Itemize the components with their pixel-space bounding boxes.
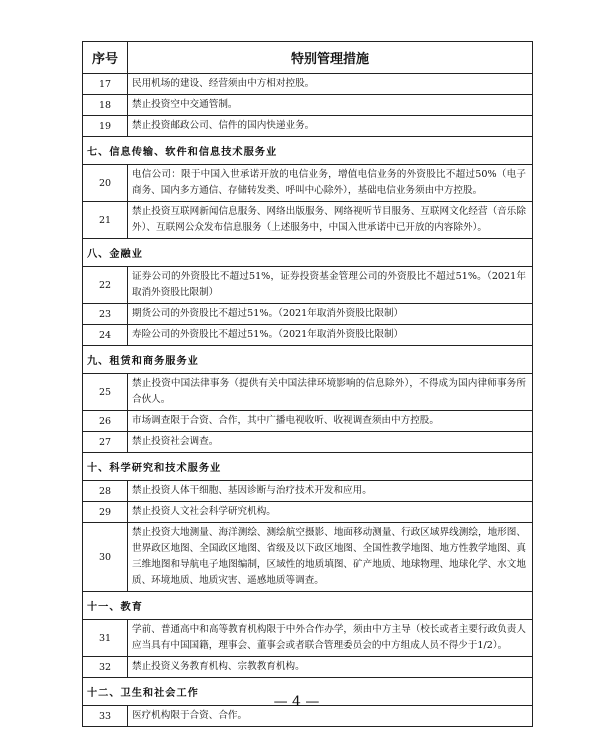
row-measure-text: 医疗机构限于合资、合作。: [128, 706, 533, 727]
table-row: [83, 620, 533, 657]
row-number: 19: [83, 116, 128, 137]
table-row: [83, 432, 533, 453]
table-row: [83, 304, 533, 325]
table-row: [83, 411, 533, 432]
table-row: [83, 267, 533, 304]
document-page: [82, 41, 532, 727]
row-measure-text: 寿险公司的外资股比不超过51%。（2021年取消外资股比限制）: [128, 325, 533, 346]
row-measure-text: 禁止投资邮政公司、信件的国内快递业务。: [128, 116, 533, 137]
row-measure-text: 市场调查限于合资、合作，其中广播电视收听、收视调查须由中方控股。: [128, 411, 533, 432]
section-row: [83, 346, 533, 374]
row-number: 27: [83, 432, 128, 453]
table-row: [83, 74, 533, 95]
table-body: [83, 74, 533, 727]
row-measure-text: 禁止投资人体干细胞、基因诊断与治疗技术开发和应用。: [128, 481, 533, 502]
section-heading: 七、信息传输、软件和信息技术服务业: [83, 137, 533, 165]
header-measure: 特别管理措施: [128, 42, 533, 74]
table-row: [83, 325, 533, 346]
row-number: 17: [83, 74, 128, 95]
section-row: [83, 239, 533, 267]
row-measure-text: 禁止投资义务教育机构、宗教教育机构。: [128, 657, 533, 678]
row-number: 33: [83, 706, 128, 727]
section-row: [83, 592, 533, 620]
section-row: [83, 453, 533, 481]
row-measure-text: 民用机场的建设、经营须由中方相对控股。: [128, 74, 533, 95]
table-row: [83, 657, 533, 678]
row-number: 25: [83, 374, 128, 411]
table-row: [83, 95, 533, 116]
row-number: 23: [83, 304, 128, 325]
row-number: 21: [83, 202, 128, 239]
row-measure-text: 禁止投资社会调查。: [128, 432, 533, 453]
row-measure-text: 期货公司的外资股比不超过51%。（2021年取消外资股比限制）: [128, 304, 533, 325]
row-number: 22: [83, 267, 128, 304]
table-row: [83, 502, 533, 523]
table-row: [83, 116, 533, 137]
row-measure-text: 禁止投资互联网新闻信息服务、网络出版服务、网络视听节目服务、互联网文化经营（音乐除外）、互联网公众发布信息服务（上述服务中，中国入世承诺中已开放的内容除外）。: [128, 202, 533, 239]
table-row: [83, 202, 533, 239]
row-number: 24: [83, 325, 128, 346]
measures-table: [82, 41, 533, 727]
row-measure-text: 禁止投资中国法律事务（提供有关中国法律环境影响的信息除外），不得成为国内律师事务所合伙人。: [128, 374, 533, 411]
row-measure-text: 学前、普通高中和高等教育机构限于中外合作办学，须由中方主导（校长或者主要行政负责人应当具有中国国籍，理事会、董事会或者联合管理委员会的中方组成人员不得少于1/2）。: [128, 620, 533, 657]
header-number: 序号: [83, 42, 128, 74]
section-heading: 九、租赁和商务服务业: [83, 346, 533, 374]
row-measure-text: 禁止投资空中交通管制。: [128, 95, 533, 116]
row-number: 20: [83, 165, 128, 202]
row-number: 26: [83, 411, 128, 432]
section-heading: 十二、卫生和社会工作: [83, 678, 533, 706]
row-measure-text: 禁止投资人文社会科学研究机构。: [128, 502, 533, 523]
section-heading: 八、金融业: [83, 239, 533, 267]
row-measure-text: 禁止投资大地测量、海洋测绘、测绘航空摄影、地面移动测量、行政区域界线测绘，地形图、世界政区地图、全国政区地图、省级及以下政区地图、全国性教学地图、地方性教学地图、真三维地图和导航电子地图编制，区域性的地质填图、矿产地质、地球物理、地球化学、水文地质、环境地质、地质灾害、遥感地质等调查。: [128, 523, 533, 592]
table-row: [83, 481, 533, 502]
row-number: 32: [83, 657, 128, 678]
table-row: [83, 523, 533, 592]
table-row: [83, 374, 533, 411]
row-number: 31: [83, 620, 128, 657]
page-number: — 4 —: [273, 694, 320, 710]
row-measure-text: 证券公司的外资股比不超过51%，证券投资基金管理公司的外资股比不超过51%。（2021年取消外资股比限制）: [128, 267, 533, 304]
row-measure-text: 电信公司：限于中国入世承诺开放的电信业务，增值电信业务的外资股比不超过50%（电子商务、国内多方通信、存储转发类、呼叫中心除外），基础电信业务须由中方控股。: [128, 165, 533, 202]
row-number: 18: [83, 95, 128, 116]
section-row: [83, 137, 533, 165]
row-number: 29: [83, 502, 128, 523]
table-row: [83, 165, 533, 202]
row-number: 28: [83, 481, 128, 502]
table-header-row: [83, 42, 533, 74]
section-heading: 十、科学研究和技术服务业: [83, 453, 533, 481]
row-number: 30: [83, 523, 128, 592]
section-heading: 十一、教育: [83, 592, 533, 620]
